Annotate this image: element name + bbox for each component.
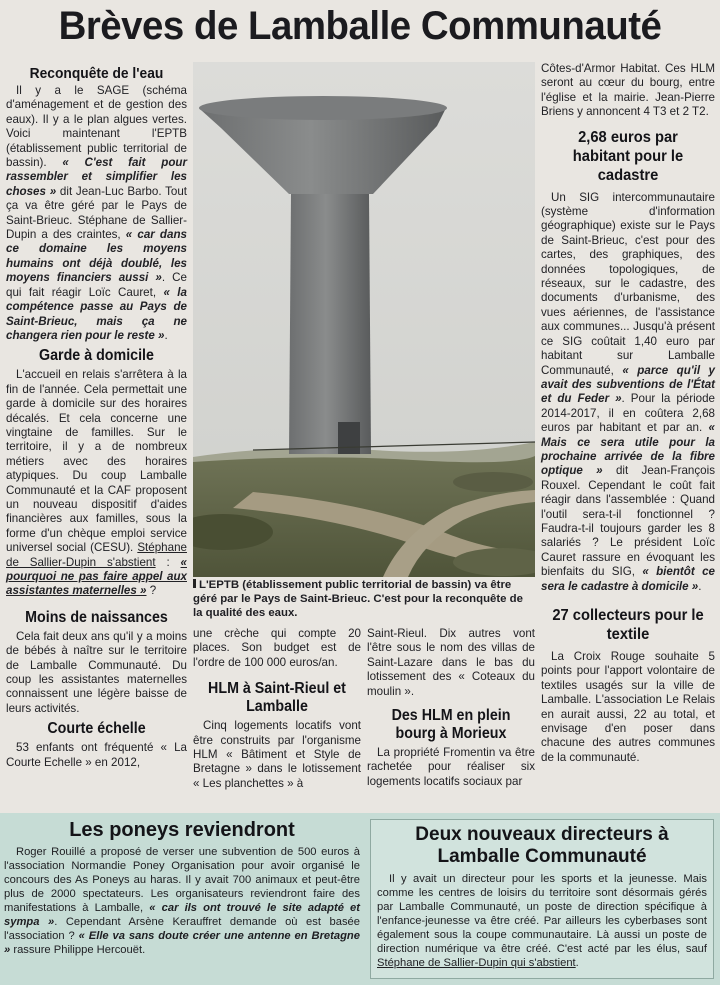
box-directeurs-title: Deux nouveaux directeurs à Lamballe Communauté [415, 824, 669, 867]
article-saint-lazare: Saint-Rieul. Dix autres vont l'être sous le nom des villas de Saint-Lazare dans le bas du lotissement des « Coteaux du moulin ». [367, 627, 535, 698]
text-5: L'accueil en relais s'arrêtera à la fin de l'année. Cela permettait une garde à domicile sur des horaires décalés. Et cela concerne une vingtaine de familles. Sur le territoire, il y a de nombreux métiers avec des horaires atypiques. Du coup Lamballe Communauté et la CAF proposent un nouveau dispositif d'aides financières aux familles, sous la forme d'un chèque emploi service universel social (CESU). [6, 368, 187, 555]
water-tower-photo [193, 62, 535, 577]
text-8: . Pour la période 2014-2017, il en coûtera 2,68 euros par habitant et par an. [541, 392, 716, 435]
heading-naissances: Moins de naissances [25, 608, 168, 626]
heading-hlm-saint-rieul: HLM à Saint-Rieul et Lamballe [208, 680, 346, 716]
article-garde: L'accueil en relais s'arrêtera à la fin de l'année. Cela permettait une garde à domicile sur des horaires décalés. Et cela concerne une vingtaine de familles. Sur le territoire, il y a de nombreux métiers avec des horaires atypiques. Du coup Lamballe Communauté et la CAF proposent un nouveau dispositif d'aides financières aux familles, sous la forme d'un chèque emploi service universel social (CESU). Stéphane de Sallier-Dupin s'abstient : « pourquoi ne pas faire appel aux assistantes maternelles » ? [6, 368, 187, 598]
text-1: Il y a le SAGE (schéma d'aménagement et de gestion des eaux). Il y a le plan algues vertes. Voici maintenant l'EPTB (établissement public territorial de bassin). [6, 84, 187, 170]
article-cotes-armor: Côtes-d'Armor Habitat. Ces HLM seront au cœur du bourg, entre l'église et la mairie. Jean-Pierre Briens y annoncent 4 T3 et 2 T2. [541, 62, 715, 119]
quote-5: « parce qu'il y avait des subventions de l'État et du Feder » [541, 363, 715, 406]
text-12: . Cependant Arsène Kerauffret demande où est basée l'association ? [4, 916, 360, 942]
caption-marker [193, 579, 196, 588]
quote-9: « Elle va sans doute créer une antenne en Bretagne » [4, 930, 360, 956]
text-11: Roger Rouillé a proposé de verser une subvention de 500 euros à l'association Normandie Poney Organisation pour avoir organisé le concours des As Poneys au haras. Il y avait 700 animaux et peut-être plus de 2000 spectateurs. Les organisateurs reviendront faire des manifestations à Lamballe, [4, 846, 360, 914]
name-underlined-2: Stéphane de Sallier-Dupin qui s'abstient [377, 957, 576, 969]
column-mid-right [367, 627, 535, 789]
text-13: rassure Philippe Hercouët. [10, 944, 146, 956]
heading-cadastre: 2,68 euros par habitant pour le cadastre [572, 128, 684, 184]
quote-1: « C'est fait pour rassembler et simplifier les choses » [6, 156, 187, 198]
article-reconquete [6, 84, 187, 343]
article-textile: La Croix Rouge souhaite 5 points pour l'apport volontaire de textiles usagés sur la ville de Lamballe. L'association Le Relais en aurait aussi, 22 au total, et envisage d'en poser dans chacune des autres communes de la communauté. [541, 650, 715, 764]
column-right [541, 62, 715, 765]
article-hlm-saint-rieul: Cinq logements locatifs vont être construits par l'organisme HLM « Bâtiment et Style de Bretagne » dans le lotissement « Les planchettes » à [193, 719, 361, 790]
text-15: . [575, 957, 579, 969]
text-7: Un SIG intercommunautaire (système d'information géographique) existe sur le Pays de Saint-Brieuc, c'est pour des cartes, des graphiques, des données topologiques, de réseaux, sur le cadastre, des documents d'urbanisme, des vues aériennes, de l'assistance aux communes... Jusqu'à présent ce SIG coûtait 1,40 euro par habitant sur Lamballe Communauté, [541, 190, 715, 377]
water-tower-illustration [193, 62, 535, 577]
text-4: . [164, 328, 168, 342]
quote-2: « car dans ce domaine les moyens humains ont déjà doublé, les moyens financiers aussi » [6, 228, 187, 285]
text-9: dit Jean-François Rouxel. Cependant le coût fait réagir dans l'assemblée : Quand l'outil sera-t-il fonctionnel ? Faudra-t-il toujours garder les 8 salariés ? Le président Loïc Cauret rassure en évoquant les bienfaits du SIG, [541, 464, 715, 579]
text-2: dit Jean-Luc Barbo. Tout ça va être géré par le Pays de Saint-Brieuc. Stéphane de Sallier-Dupin a des craintes, [6, 184, 188, 242]
heading-hlm-morieux: Des HLM en plein bourg à Morieux [391, 707, 511, 743]
box-directeurs-text [377, 872, 707, 970]
article-creche: une crèche qui compte 20 places. Son budget est de l'ordre de 100 000 euros/an. [193, 627, 361, 669]
text-10: . [698, 579, 702, 593]
column-mid-left [193, 627, 361, 791]
caption-text: L'EPTB (établissement public territorial de bassin) va être géré par le Pays de Saint-Brieuc. C'est pour la reconquête de la qualité des eaux. [193, 579, 523, 619]
article-courte-echelle: 53 enfants ont fréquenté « La Courte Echelle » en 2012, [6, 741, 187, 769]
article-hlm-morieux: La propriété Fromentin va être rachetée pour réaliser six logements locatifs sociaux par [367, 746, 535, 788]
article-cadastre [541, 191, 715, 594]
article-naissances: Cela fait deux ans qu'il y a moins de bébés à naître sur le territoire de Lamballe Communauté. Du coup les assistantes maternelles connaissent une légère baisse de leurs activités. [6, 629, 187, 715]
quote-6: « Mais ce sera utile pour la prochaine arrivée de la fibre optique » [541, 421, 715, 478]
box-poneys [4, 819, 360, 979]
quote-7: « bientôt ce sera le cadastre à domicile » [541, 565, 715, 593]
photo-caption [193, 578, 535, 620]
bottom-band [0, 813, 720, 985]
text-14: Il y avait un directeur pour les sports et la jeunesse. Mais comme les centres de loisirs du territoire sont désormais gérés par Lamballe Communauté, un poste de direction spécifique à l'enfance-jeunesse va être créé. Par ailleurs les cyberbases sont également sous la coupe communautaire. Là aussi un poste de direction numérique va être créé. C'est acté par les élus, sauf [377, 873, 707, 955]
heading-garde: Garde à domicile [39, 347, 154, 365]
quote-4: « pourquoi ne pas faire appel aux assistantes maternelles » [6, 555, 187, 598]
text-3: . Ce qui fait réagir Loïc Cauret, [6, 271, 187, 299]
page-title: Brèves de Lamballe Communauté [58, 4, 662, 48]
heading-reconquete: Reconquête de l'eau [29, 65, 164, 82]
box-poneys-title: Les poneys reviendront [69, 819, 295, 841]
box-poneys-text [4, 845, 360, 957]
name-underlined: Stéphane de Sallier-Dupin s'abstient [6, 541, 187, 569]
box-directeurs [370, 819, 714, 979]
heading-textile: 27 collecteurs pour le textile [552, 607, 704, 643]
quote-3: « la compétence passe au Pays de Saint-Brieuc, mais ça ne changera rien pour le reste » [6, 285, 187, 342]
quote-8: « car ils ont trouvé le site adapté et sympa » [4, 902, 360, 928]
column-left [6, 62, 187, 770]
heading-courte-echelle: Courte échelle [47, 720, 146, 738]
text-6: ? [146, 584, 157, 598]
